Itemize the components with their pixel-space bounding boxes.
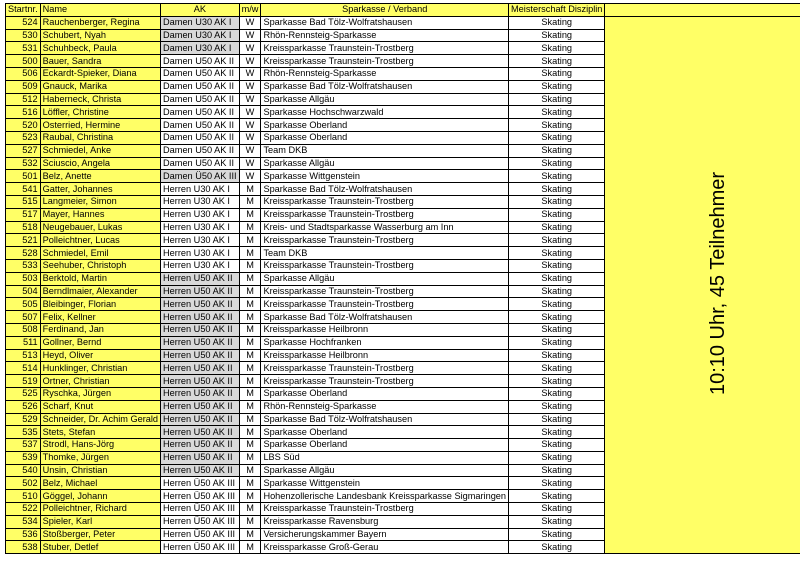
- discipline-cell: Skating: [509, 272, 605, 285]
- gender-cell: M: [239, 183, 261, 196]
- sparkasse-cell: LBS Süd: [261, 451, 509, 464]
- ak-cell: Herren Ü50 AK III: [161, 541, 240, 554]
- name-cell: Ryschka, Jürgen: [40, 387, 160, 400]
- discipline-cell: Skating: [509, 464, 605, 477]
- table-row: [6, 16, 800, 29]
- ak-cell: Herren U50 AK II: [161, 349, 240, 362]
- ak-cell: Herren U30 AK I: [161, 195, 240, 208]
- participant-table: [5, 3, 800, 554]
- ak-cell: Herren U50 AK II: [161, 375, 240, 388]
- table-body: [6, 16, 800, 553]
- gender-cell: W: [239, 29, 261, 42]
- name-cell: Stoßberger, Peter: [40, 528, 160, 541]
- discipline-cell: Skating: [509, 336, 605, 349]
- sparkasse-cell: Sparkasse Oberland: [261, 387, 509, 400]
- name-cell: Göggel, Johann: [40, 490, 160, 503]
- ak-cell: Herren U50 AK II: [161, 362, 240, 375]
- start-cell: 526: [6, 400, 41, 413]
- start-cell: 502: [6, 477, 41, 490]
- gender-cell: M: [239, 259, 261, 272]
- sparkasse-cell: Kreissparkasse Traunstein-Trostberg: [261, 55, 509, 68]
- sparkasse-cell: Kreissparkasse Traunstein-Trostberg: [261, 234, 509, 247]
- ak-cell: Herren U50 AK II: [161, 298, 240, 311]
- name-cell: Löffler, Christine: [40, 106, 160, 119]
- discipline-cell: Skating: [509, 170, 605, 183]
- start-cell: 520: [6, 119, 41, 132]
- start-cell: 505: [6, 298, 41, 311]
- gender-cell: M: [239, 285, 261, 298]
- start-cell: 525: [6, 387, 41, 400]
- discipline-cell: Skating: [509, 131, 605, 144]
- gender-cell: M: [239, 311, 261, 324]
- name-cell: Berndlmaier, Alexander: [40, 285, 160, 298]
- name-cell: Raubal, Christina: [40, 131, 160, 144]
- name-cell: Rauchenberger, Regina: [40, 16, 160, 29]
- discipline-cell: Skating: [509, 477, 605, 490]
- gender-cell: W: [239, 16, 261, 29]
- gender-cell: W: [239, 80, 261, 93]
- start-cell: 535: [6, 426, 41, 439]
- name-cell: Schneider, Dr. Achim Gerald: [40, 413, 160, 426]
- sparkasse-cell: Kreissparkasse Traunstein-Trostberg: [261, 362, 509, 375]
- name-cell: Schmiedel, Emil: [40, 247, 160, 260]
- name-cell: Stuber, Detlef: [40, 541, 160, 554]
- gender-cell: M: [239, 195, 261, 208]
- start-cell: 512: [6, 93, 41, 106]
- ak-cell: Herren U50 AK II: [161, 336, 240, 349]
- name-cell: Heyd, Oliver: [40, 349, 160, 362]
- name-cell: Polleichtner, Richard: [40, 503, 160, 516]
- sparkasse-cell: Rhön-Rennsteig-Sparkasse: [261, 29, 509, 42]
- start-cell: 501: [6, 170, 41, 183]
- discipline-cell: Skating: [509, 234, 605, 247]
- name-cell: Stets, Stefan: [40, 426, 160, 439]
- name-cell: Langmeier, Simon: [40, 195, 160, 208]
- discipline-cell: Skating: [509, 183, 605, 196]
- discipline-cell: Skating: [509, 387, 605, 400]
- discipline-cell: Skating: [509, 157, 605, 170]
- sparkasse-cell: Sparkasse Oberland: [261, 439, 509, 452]
- discipline-cell: Skating: [509, 323, 605, 336]
- sparkasse-cell: Sparkasse Hochfranken: [261, 336, 509, 349]
- sparkasse-cell: Kreissparkasse Heilbronn: [261, 323, 509, 336]
- name-cell: Osterried, Hermine: [40, 119, 160, 132]
- ak-cell: Herren U30 AK I: [161, 183, 240, 196]
- discipline-cell: Skating: [509, 208, 605, 221]
- name-cell: Gatter, Johannes: [40, 183, 160, 196]
- gender-cell: M: [239, 375, 261, 388]
- gender-cell: M: [239, 503, 261, 516]
- discipline-cell: Skating: [509, 541, 605, 554]
- gender-cell: M: [239, 528, 261, 541]
- gender-cell: W: [239, 157, 261, 170]
- sparkasse-cell: Sparkasse Bad Tölz-Wolfratshausen: [261, 311, 509, 324]
- sparkasse-cell: Kreissparkasse Traunstein-Trostberg: [261, 208, 509, 221]
- start-cell: 514: [6, 362, 41, 375]
- ak-cell: Damen U50 AK II: [161, 67, 240, 80]
- discipline-cell: Skating: [509, 503, 605, 516]
- ak-cell: Damen U30 AK I: [161, 16, 240, 29]
- gender-cell: M: [239, 477, 261, 490]
- start-cell: 519: [6, 375, 41, 388]
- gender-cell: M: [239, 413, 261, 426]
- name-cell: Felix, Kellner: [40, 311, 160, 324]
- name-cell: Berktold, Martin: [40, 272, 160, 285]
- ak-cell: Damen Ü50 AK III: [161, 170, 240, 183]
- start-cell: 538: [6, 541, 41, 554]
- discipline-cell: Skating: [509, 259, 605, 272]
- discipline-cell: Skating: [509, 311, 605, 324]
- name-cell: Belz, Anette: [40, 170, 160, 183]
- start-cell: 524: [6, 16, 41, 29]
- start-cell: 541: [6, 183, 41, 196]
- ak-cell: Herren U50 AK II: [161, 387, 240, 400]
- start-cell: 522: [6, 503, 41, 516]
- start-cell: 536: [6, 528, 41, 541]
- gender-cell: M: [239, 234, 261, 247]
- sparkasse-cell: Kreis- und Stadtsparkasse Wasserburg am Inn: [261, 221, 509, 234]
- header-start: Startnr.: [6, 4, 41, 17]
- sparkasse-cell: Sparkasse Bad Tölz-Wolfratshausen: [261, 16, 509, 29]
- gender-cell: W: [239, 106, 261, 119]
- header-side: [605, 4, 800, 17]
- start-cell: 511: [6, 336, 41, 349]
- sparkasse-cell: Versicherungskammer Bayern: [261, 528, 509, 541]
- sparkasse-cell: Sparkasse Oberland: [261, 131, 509, 144]
- gender-cell: M: [239, 221, 261, 234]
- start-cell: 523: [6, 131, 41, 144]
- discipline-cell: Skating: [509, 515, 605, 528]
- ak-cell: Damen U50 AK II: [161, 80, 240, 93]
- header-name: Name: [40, 4, 160, 17]
- name-cell: Mayer, Hannes: [40, 208, 160, 221]
- name-cell: Bleibinger, Florian: [40, 298, 160, 311]
- discipline-cell: Skating: [509, 195, 605, 208]
- ak-cell: Herren U50 AK II: [161, 426, 240, 439]
- ak-cell: Damen U50 AK II: [161, 144, 240, 157]
- discipline-cell: Skating: [509, 400, 605, 413]
- discipline-cell: Skating: [509, 80, 605, 93]
- gender-cell: M: [239, 272, 261, 285]
- name-cell: Schmiedel, Anke: [40, 144, 160, 157]
- gender-cell: M: [239, 541, 261, 554]
- start-cell: 517: [6, 208, 41, 221]
- start-cell: 516: [6, 106, 41, 119]
- name-cell: Ortner, Christian: [40, 375, 160, 388]
- sparkasse-cell: Sparkasse Allgäu: [261, 272, 509, 285]
- gender-cell: W: [239, 42, 261, 55]
- header-mw: m/w: [239, 4, 261, 17]
- ak-cell: Damen U50 AK II: [161, 55, 240, 68]
- gender-cell: M: [239, 298, 261, 311]
- start-cell: 534: [6, 515, 41, 528]
- start-cell: 504: [6, 285, 41, 298]
- name-cell: Gnauck, Marika: [40, 80, 160, 93]
- gender-cell: W: [239, 93, 261, 106]
- sparkasse-cell: Kreissparkasse Traunstein-Trostberg: [261, 259, 509, 272]
- sparkasse-cell: Sparkasse Bad Tölz-Wolfratshausen: [261, 80, 509, 93]
- start-cell: 500: [6, 55, 41, 68]
- gender-cell: M: [239, 451, 261, 464]
- name-cell: Spieler, Karl: [40, 515, 160, 528]
- discipline-cell: Skating: [509, 375, 605, 388]
- discipline-cell: Skating: [509, 528, 605, 541]
- name-cell: Sciuscio, Angela: [40, 157, 160, 170]
- ak-cell: Herren U30 AK I: [161, 247, 240, 260]
- ak-cell: Herren U30 AK I: [161, 234, 240, 247]
- header-ak: AK: [161, 4, 240, 17]
- ak-cell: Herren U50 AK II: [161, 439, 240, 452]
- start-cell: 530: [6, 29, 41, 42]
- ak-cell: Herren Ü50 AK III: [161, 515, 240, 528]
- start-cell: 513: [6, 349, 41, 362]
- start-cell: 506: [6, 67, 41, 80]
- ak-cell: Damen U50 AK II: [161, 106, 240, 119]
- name-cell: Bauer, Sandra: [40, 55, 160, 68]
- sparkasse-cell: Kreissparkasse Traunstein-Trostberg: [261, 42, 509, 55]
- start-cell: 539: [6, 451, 41, 464]
- ak-cell: Herren U50 AK II: [161, 272, 240, 285]
- header-row: [6, 4, 800, 17]
- sparkasse-cell: Rhön-Rennsteig-Sparkasse: [261, 67, 509, 80]
- sparkasse-cell: Kreissparkasse Traunstein-Trostberg: [261, 298, 509, 311]
- sparkasse-cell: Sparkasse Wittgenstein: [261, 477, 509, 490]
- name-cell: Polleichtner, Lucas: [40, 234, 160, 247]
- ak-cell: Damen U30 AK I: [161, 42, 240, 55]
- discipline-cell: Skating: [509, 144, 605, 157]
- gender-cell: W: [239, 67, 261, 80]
- gender-cell: M: [239, 208, 261, 221]
- start-cell: 528: [6, 247, 41, 260]
- name-cell: Unsin, Christian: [40, 464, 160, 477]
- discipline-cell: Skating: [509, 490, 605, 503]
- discipline-cell: Skating: [509, 29, 605, 42]
- discipline-cell: Skating: [509, 439, 605, 452]
- gender-cell: M: [239, 464, 261, 477]
- gender-cell: M: [239, 515, 261, 528]
- discipline-cell: Skating: [509, 298, 605, 311]
- gender-cell: M: [239, 439, 261, 452]
- sparkasse-cell: Sparkasse Oberland: [261, 119, 509, 132]
- name-cell: Ferdinand, Jan: [40, 323, 160, 336]
- header-sparkasse: Sparkasse / Verband: [261, 4, 509, 17]
- gender-cell: M: [239, 387, 261, 400]
- discipline-cell: Skating: [509, 247, 605, 260]
- session-info-cell: [605, 16, 800, 553]
- name-cell: Hunklinger, Christian: [40, 362, 160, 375]
- sparkasse-cell: Sparkasse Bad Tölz-Wolfratshausen: [261, 183, 509, 196]
- gender-cell: M: [239, 426, 261, 439]
- gender-cell: W: [239, 55, 261, 68]
- sparkasse-cell: Rhön-Rennsteig-Sparkasse: [261, 400, 509, 413]
- name-cell: Schubert, Nyah: [40, 29, 160, 42]
- start-cell: 527: [6, 144, 41, 157]
- ak-cell: Herren U50 AK II: [161, 311, 240, 324]
- gender-cell: M: [239, 247, 261, 260]
- ak-cell: Damen U50 AK II: [161, 93, 240, 106]
- ak-cell: Damen U30 AK I: [161, 29, 240, 42]
- name-cell: Thomke, Jürgen: [40, 451, 160, 464]
- gender-cell: M: [239, 323, 261, 336]
- gender-cell: W: [239, 131, 261, 144]
- sparkasse-cell: Sparkasse Hochschwarzwald: [261, 106, 509, 119]
- ak-cell: Herren Ü50 AK III: [161, 477, 240, 490]
- discipline-cell: Skating: [509, 285, 605, 298]
- discipline-cell: Skating: [509, 42, 605, 55]
- header-discipline: Meisterschaft Disziplin: [509, 4, 605, 17]
- sparkasse-cell: Kreissparkasse Traunstein-Trostberg: [261, 503, 509, 516]
- sparkasse-cell: Team DKB: [261, 144, 509, 157]
- ak-cell: Herren U50 AK II: [161, 400, 240, 413]
- ak-cell: Herren U50 AK II: [161, 413, 240, 426]
- session-info-label: 10:10 Uhr, 45 Teilnehmer: [707, 171, 730, 396]
- sparkasse-cell: Sparkasse Wittgenstein: [261, 170, 509, 183]
- start-cell: 537: [6, 439, 41, 452]
- sparkasse-cell: Sparkasse Oberland: [261, 426, 509, 439]
- ak-cell: Damen U50 AK II: [161, 119, 240, 132]
- sparkasse-cell: Kreissparkasse Groß-Gerau: [261, 541, 509, 554]
- sparkasse-cell: Kreissparkasse Ravensburg: [261, 515, 509, 528]
- ak-cell: Herren U50 AK II: [161, 323, 240, 336]
- start-cell: 510: [6, 490, 41, 503]
- ak-cell: Herren Ü50 AK III: [161, 503, 240, 516]
- sparkasse-cell: Sparkasse Bad Tölz-Wolfratshausen: [261, 413, 509, 426]
- ak-cell: Herren U50 AK II: [161, 285, 240, 298]
- name-cell: Gollner, Bernd: [40, 336, 160, 349]
- ak-cell: Herren Ü50 AK III: [161, 490, 240, 503]
- sparkasse-cell: Sparkasse Allgäu: [261, 93, 509, 106]
- name-cell: Strodl, Hans-Jörg: [40, 439, 160, 452]
- name-cell: Eckardt-Spieker, Diana: [40, 67, 160, 80]
- name-cell: Belz, Michael: [40, 477, 160, 490]
- gender-cell: M: [239, 349, 261, 362]
- name-cell: Schuhbeck, Paula: [40, 42, 160, 55]
- gender-cell: M: [239, 400, 261, 413]
- start-cell: 531: [6, 42, 41, 55]
- discipline-cell: Skating: [509, 413, 605, 426]
- start-cell: 507: [6, 311, 41, 324]
- start-cell: 521: [6, 234, 41, 247]
- start-cell: 533: [6, 259, 41, 272]
- ak-cell: Herren U30 AK I: [161, 259, 240, 272]
- gender-cell: M: [239, 490, 261, 503]
- sparkasse-cell: Kreissparkasse Traunstein-Trostberg: [261, 195, 509, 208]
- ak-cell: Damen U50 AK II: [161, 131, 240, 144]
- discipline-cell: Skating: [509, 93, 605, 106]
- ak-cell: Herren U30 AK I: [161, 221, 240, 234]
- name-cell: Seehuber, Christoph: [40, 259, 160, 272]
- discipline-cell: Skating: [509, 426, 605, 439]
- sparkasse-cell: Sparkasse Allgäu: [261, 464, 509, 477]
- discipline-cell: Skating: [509, 55, 605, 68]
- discipline-cell: Skating: [509, 349, 605, 362]
- gender-cell: W: [239, 170, 261, 183]
- gender-cell: W: [239, 119, 261, 132]
- discipline-cell: Skating: [509, 67, 605, 80]
- sparkasse-cell: Kreissparkasse Traunstein-Trostberg: [261, 285, 509, 298]
- ak-cell: Damen U50 AK II: [161, 157, 240, 170]
- start-cell: 508: [6, 323, 41, 336]
- start-cell: 540: [6, 464, 41, 477]
- sparkasse-cell: Kreissparkasse Traunstein-Trostberg: [261, 375, 509, 388]
- start-cell: 529: [6, 413, 41, 426]
- discipline-cell: Skating: [509, 451, 605, 464]
- gender-cell: W: [239, 144, 261, 157]
- start-cell: 503: [6, 272, 41, 285]
- start-cell: 515: [6, 195, 41, 208]
- start-cell: 509: [6, 80, 41, 93]
- gender-cell: M: [239, 336, 261, 349]
- start-cell: 532: [6, 157, 41, 170]
- discipline-cell: Skating: [509, 106, 605, 119]
- discipline-cell: Skating: [509, 362, 605, 375]
- discipline-cell: Skating: [509, 221, 605, 234]
- ak-cell: Herren U50 AK II: [161, 464, 240, 477]
- discipline-cell: Skating: [509, 16, 605, 29]
- gender-cell: M: [239, 362, 261, 375]
- sparkasse-cell: Sparkasse Allgäu: [261, 157, 509, 170]
- ak-cell: Herren U50 AK II: [161, 451, 240, 464]
- ak-cell: Herren Ü50 AK III: [161, 528, 240, 541]
- name-cell: Neugebauer, Lukas: [40, 221, 160, 234]
- sparkasse-cell: Team DKB: [261, 247, 509, 260]
- start-cell: 518: [6, 221, 41, 234]
- sparkasse-cell: Hohenzollerische Landesbank Kreissparkasse Sigmaringen: [261, 490, 509, 503]
- sparkasse-cell: Kreissparkasse Heilbronn: [261, 349, 509, 362]
- name-cell: Scharf, Knut: [40, 400, 160, 413]
- discipline-cell: Skating: [509, 119, 605, 132]
- ak-cell: Herren U30 AK I: [161, 208, 240, 221]
- name-cell: Haberneck, Christa: [40, 93, 160, 106]
